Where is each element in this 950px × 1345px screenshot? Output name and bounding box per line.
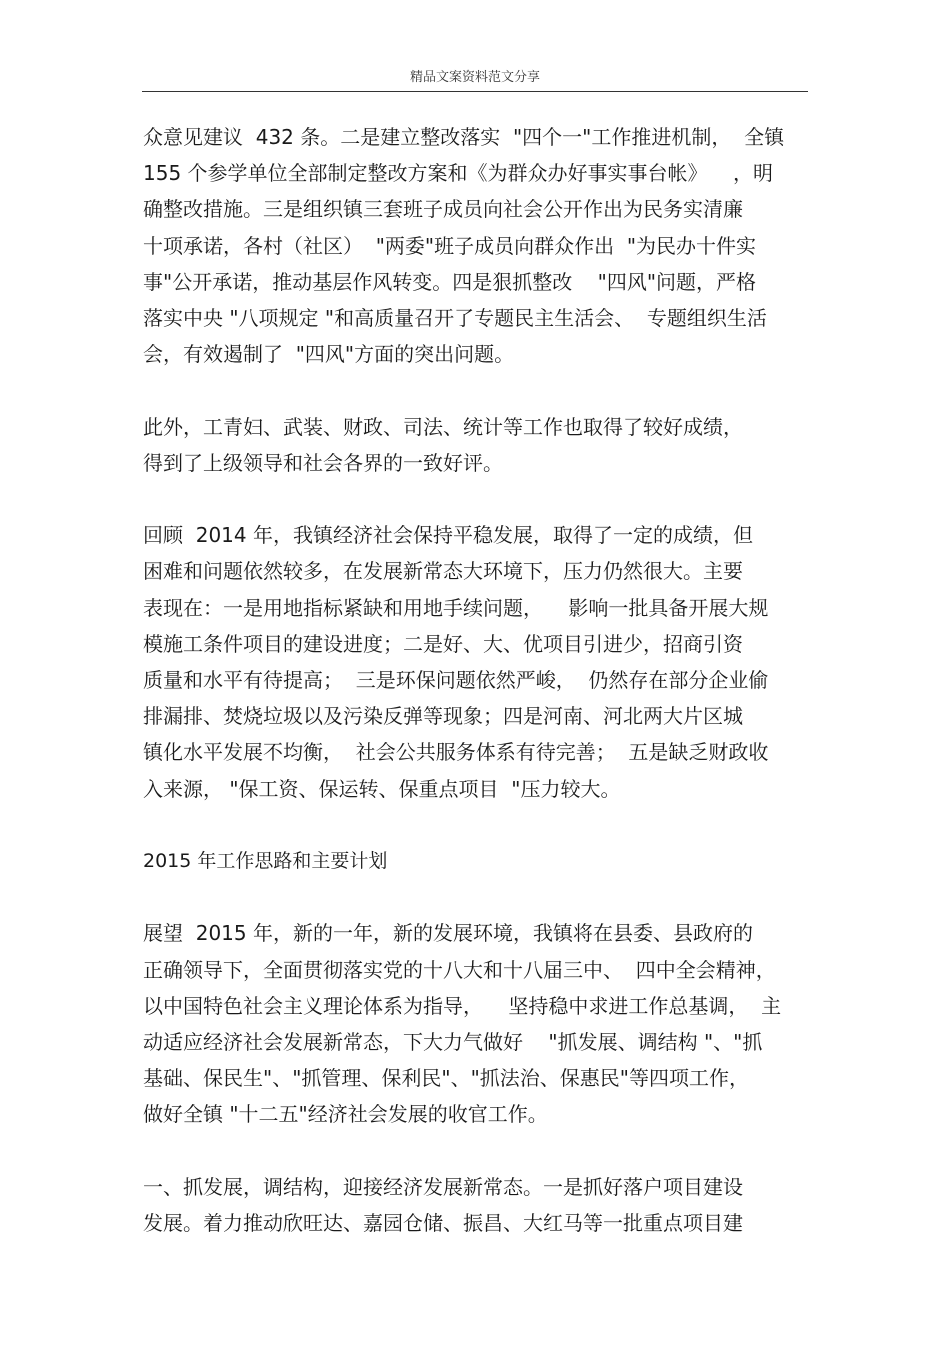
paragraph-gap	[143, 372, 808, 408]
text-line: 镇化水平发展不均衡， 社会公共服务体系有待完善； 五是缺乏财政收	[143, 740, 769, 765]
header-divider	[142, 91, 808, 92]
text-line: 表现在：一是用地指标紧缺和用地手续问题， 影响一批具备开展大规	[143, 595, 769, 620]
text-line: 基础、保民生"、"抓管理、保利民"、"抓法治、保惠民"等四项工作，	[143, 1066, 749, 1091]
text-line: 模施工条件项目的建设进度；二是好、大、优项目引进少，招商引资	[143, 631, 743, 656]
paragraph-outlook-2015	[143, 915, 808, 1132]
text-line: 确整改措施。三是组织镇三套班子成员向社会公开作出为民务实清廉	[143, 197, 743, 222]
text-line: 155 个参学单位全部制定整改方案和《为群众办好事实事台帐》 ，明	[143, 161, 773, 186]
text-line: 发展。着力推动欣旺达、嘉园仓储、振昌、大红马等一批重点项目建	[143, 1211, 743, 1236]
text-line: 正确领导下，全面贯彻落实党的十八大和十八届三中、 四中全会精神，	[143, 957, 776, 982]
text-line: 动适应经济社会发展新常态，下大力气做好 "抓发展、调结构 "、"抓	[143, 1030, 763, 1055]
section-heading-text: 2015 年工作思路和主要计划	[143, 850, 388, 873]
document-body	[143, 119, 808, 1241]
text-line: 事"公开承诺，推动基层作风转变。四是狠抓整改 "四风"问题，严格	[143, 269, 757, 294]
section-heading-2015-plan	[143, 843, 808, 879]
text-line: 落实中央 "八项规定 "和高质量召开了专题民主生活会、 专题组织生活	[143, 306, 767, 331]
paragraph-gap	[143, 807, 808, 843]
text-line: 回顾 2014 年，我镇经济社会保持平稳发展，取得了一定的成绩，但	[143, 523, 753, 548]
paragraph-gap	[143, 1133, 808, 1169]
paragraph-rectification	[143, 119, 808, 372]
text-line: 一、抓发展，调结构，迎接经济发展新常态。一是抓好落户项目建设	[143, 1174, 743, 1199]
page-header-title: 精品文案资料范文分享	[409, 70, 540, 85]
text-line: 此外，工青妇、武装、财政、司法、统计等工作也取得了较好成绩，	[143, 414, 743, 439]
text-line: 得到了上级领导和社会各界的一致好评。	[143, 450, 503, 475]
paragraph-gap	[143, 481, 808, 517]
text-line: 入来源， "保工资、保运转、保重点项目 "压力较大。	[143, 776, 621, 801]
text-line: 质量和水平有待提高； 三是环保问题依然严峻， 仍然存在部分企业偷	[143, 668, 769, 693]
text-line: 会，有效遏制了 "四风"方面的突出问题。	[143, 342, 515, 367]
paragraph-review-2014	[143, 517, 808, 807]
text-line: 排漏排、焚烧垃圾以及污染反弹等现象；四是河南、河北两大片区城	[143, 704, 743, 729]
text-line: 以中国特色社会主义理论体系为指导， 坚持稳中求进工作总基调， 主	[143, 993, 782, 1018]
text-line: 十项承诺，各村（社区） "两委"班子成员向群众作出 "为民办十件实	[143, 233, 757, 258]
paragraph-other-work	[143, 409, 808, 481]
text-line: 做好全镇 "十二五"经济社会发展的收官工作。	[143, 1102, 548, 1127]
paragraph-gap	[143, 879, 808, 915]
paragraph-development-structure	[143, 1169, 808, 1241]
text-line: 展望 2015 年，新的一年，新的发展环境，我镇将在县委、县政府的	[143, 921, 753, 946]
text-line: 众意见建议 432 条。二是建立整改落实 "四个一"工作推进机制， 全镇	[143, 125, 785, 149]
text-line: 困难和问题依然较多，在发展新常态大环境下，压力仍然很大。主要	[143, 559, 743, 584]
